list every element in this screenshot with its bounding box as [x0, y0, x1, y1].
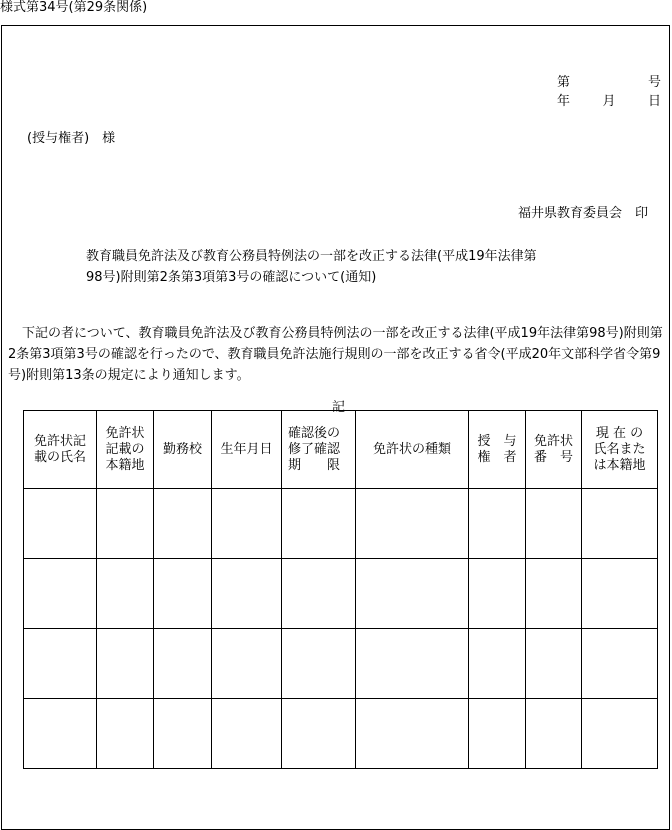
header-grantor: 授 与 権 者 — [469, 411, 526, 489]
header-license-domicile: 免許状 記載の 本籍地 — [97, 411, 154, 489]
header-license-type: 免許状の種類 — [356, 411, 469, 489]
table-cell — [469, 629, 526, 699]
table-cell — [526, 629, 582, 699]
table-row — [24, 559, 658, 629]
table-header-row — [24, 411, 658, 489]
subject-line-1: 教育職員免許法及び教育公務員特例法の一部を改正する法律(平成19年法律第 — [86, 249, 537, 264]
header-license-number: 免許状 番 号 — [526, 411, 582, 489]
table-cell — [582, 629, 658, 699]
notice-body: 下記の者について、教育職員免許法及び教育公務員特例法の一部を改正する法律(平成19年法律第98号)附則第2条第3項第3号の確認を行ったので、教育職員免許法施行規則の一部を改正する省令(平成20年文部科学省令第9号)附則第13条の規定により通知します。 — [8, 326, 663, 383]
notice-subject — [86, 246, 626, 288]
date-line — [557, 94, 661, 110]
table-cell — [97, 699, 154, 769]
header-birthdate: 生年月日 — [212, 411, 282, 489]
table-cell — [526, 699, 582, 769]
table-row — [24, 489, 658, 559]
table-cell — [356, 699, 469, 769]
table-cell — [212, 489, 282, 559]
table-cell — [469, 699, 526, 769]
table-cell — [154, 629, 212, 699]
header-current-name: 現 在 の 氏名また は本籍地 — [582, 411, 658, 489]
document-number-line — [557, 75, 661, 91]
date-month-label: 月 — [602, 94, 616, 109]
table-cell — [97, 629, 154, 699]
table-cell — [469, 559, 526, 629]
section-heading: 記 — [332, 400, 346, 415]
table-cell — [282, 629, 356, 699]
table-cell — [24, 489, 97, 559]
date-day-label: 日 — [647, 94, 661, 109]
table-cell — [356, 559, 469, 629]
table-cell — [526, 489, 582, 559]
table-cell — [282, 489, 356, 559]
date-year-label: 年 — [557, 94, 571, 109]
table-cell — [356, 489, 469, 559]
table-row — [24, 629, 658, 699]
addressee: (授与権者) 様 — [27, 131, 116, 146]
table-cell — [97, 489, 154, 559]
table-cell — [526, 559, 582, 629]
header-confirmation-deadline: 確認後の 修了確認 期 限 — [282, 411, 356, 489]
table-cell — [282, 559, 356, 629]
table-cell — [582, 559, 658, 629]
number-dai-label: 第 — [557, 75, 571, 90]
table-cell — [582, 699, 658, 769]
table-cell — [212, 699, 282, 769]
table-cell — [154, 559, 212, 629]
table-cell — [24, 559, 97, 629]
subject-line-2: 98号)附則第2条第3項第3号の確認について(通知) — [86, 270, 377, 285]
table-cell — [97, 559, 154, 629]
table-cell — [469, 489, 526, 559]
table-cell — [212, 559, 282, 629]
confirmation-table — [23, 410, 658, 769]
table-row — [24, 699, 658, 769]
table-cell — [24, 629, 97, 699]
issuer-signature: 福井県教育委員会 印 — [517, 206, 648, 221]
form-number-label: 様式第34号(第29条関係) — [0, 0, 148, 15]
table-cell — [212, 629, 282, 699]
table-cell — [356, 629, 469, 699]
table-cell — [282, 699, 356, 769]
table-cell — [582, 489, 658, 559]
header-school: 勤務校 — [154, 411, 212, 489]
table-cell — [24, 699, 97, 769]
number-go-label: 号 — [647, 75, 661, 90]
table-cell — [154, 699, 212, 769]
header-license-name: 免許状記 載の氏名 — [24, 411, 97, 489]
table-cell — [154, 489, 212, 559]
